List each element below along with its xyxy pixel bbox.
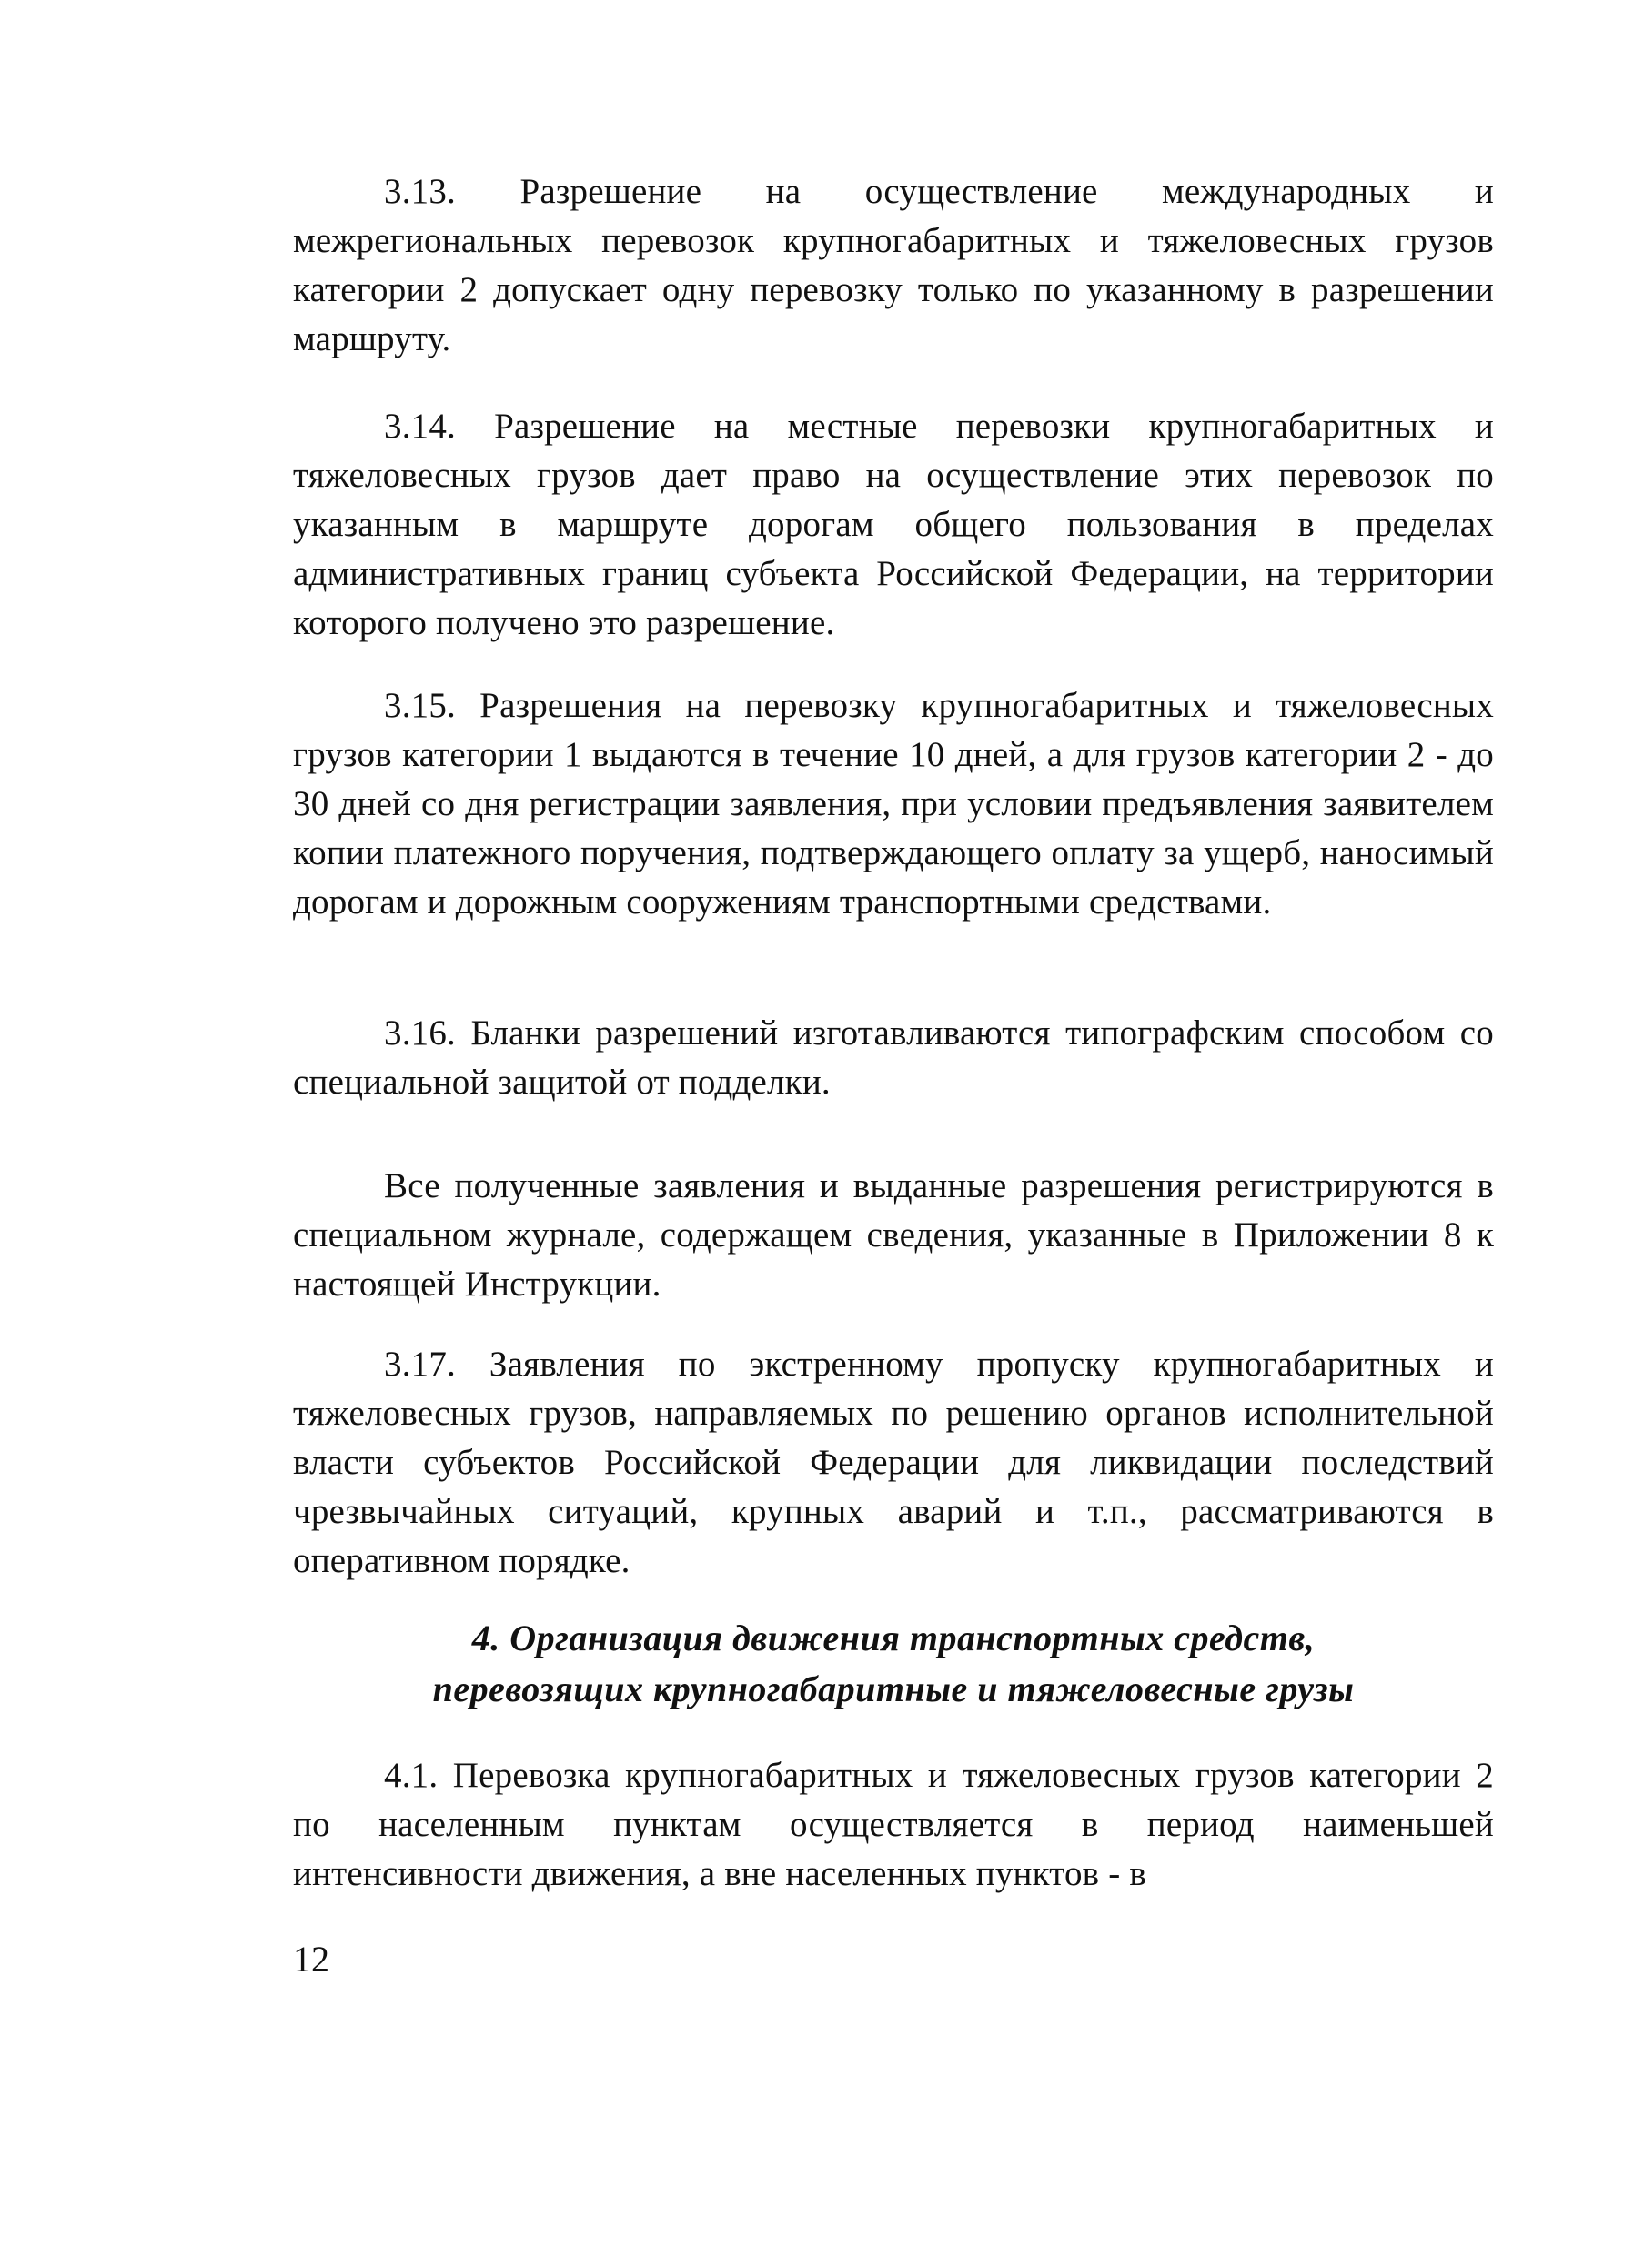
paragraph-3-13: 3.13. Разрешение на осуществление международных и межрегиональных перевозок крупногабаритных и тяжеловесных грузов категории 2 допускает одну перевозку только по указанному в разрешении маршруту.: [293, 172, 1494, 358]
page-number: 12: [293, 1939, 329, 1980]
paragraph-registration: Все полученные заявления и выданные разрешения регистрируются в специальном журнале, содержащем сведения, указанные в Приложении 8 к настоящей Инструкции.: [293, 1166, 1494, 1304]
paragraph-4-1: 4.1. Перевозка крупногабаритных и тяжеловесных грузов категории 2 по населенным пунктам осуществляется в период наименьшей интенсивности движения, а вне населенных пунктов - в: [293, 1756, 1494, 1893]
paragraph-3-15: 3.15. Разрешения на перевозку крупногабаритных и тяжеловесных грузов категории 1 выдаются в течение 10 дней, а для грузов категории 2 - до 30 дней со дня регистрации заявления, при условии предъявления заявителем копии платежного поручения, подтверждающего оплату за ущерб, наносимый дорогам и дорожным сооружениям транспортными средствами.: [293, 686, 1494, 922]
paragraph-3-16: 3.16. Бланки разрешений изготавливаются типографским способом со специальной защитой от подделки.: [293, 1013, 1494, 1102]
paragraph-3-17: 3.17. Заявления по экстренному пропуску крупногабаритных и тяжеловесных грузов, направляемых по решению органов исполнительной власти субъектов Российской Федерации для ликвидации последствий чрезвычайных ситуаций, крупных аварий и т.п., рассматриваются в оперативном порядке.: [293, 1345, 1494, 1580]
section-heading-line-2: перевозящих крупногабаритные и тяжеловесные грузы: [432, 1668, 1355, 1709]
paragraph-3-14: 3.14. Разрешение на местные перевозки крупногабаритных и тяжеловесных грузов дает право на осуществление этих перевозок по указанным в маршруте дорогам общего пользования в пределах административных границ субъекта Российской Федерации, на территории которого получено это разрешение.: [293, 407, 1494, 642]
section-heading-line-1: 4. Организация движения транспортных средств,: [471, 1618, 1316, 1658]
section-4-heading: [293, 1613, 1494, 1715]
